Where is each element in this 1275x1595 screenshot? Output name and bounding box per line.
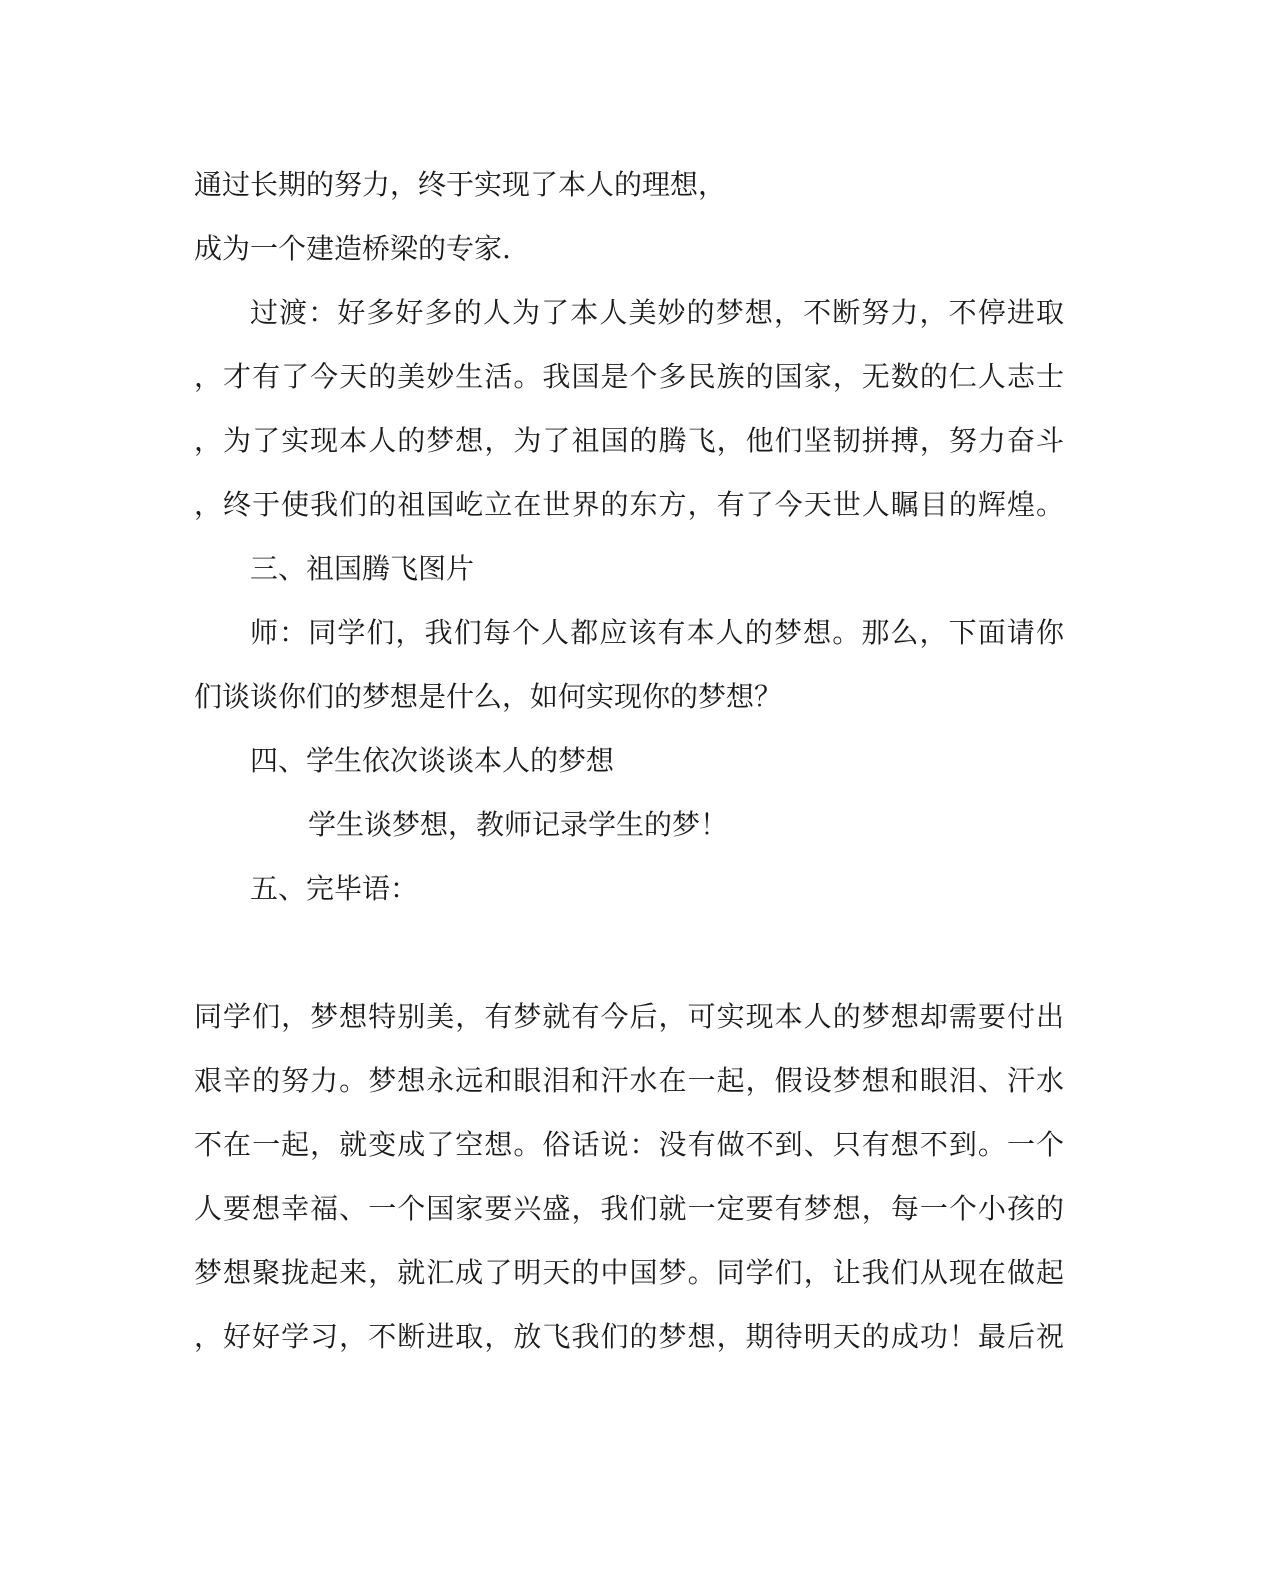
closing-paragraph-line: 梦想聚拢起来，就汇成了明天的中国梦。同学们，让我们从现在做起 — [194, 1256, 1064, 1289]
teacher-paragraph-line: 们谈谈你们的梦想是什么，如何实现你的梦想？ — [194, 680, 783, 713]
closing-paragraph-line: 不在一起，就变成了空想。俗话说：没有做不到、只有想不到。一个 — [194, 1128, 1064, 1161]
transition-paragraph-line: ，为了实现本人的梦想，为了祖国的腾飞，他们坚韧拼搏，努力奋斗 — [194, 424, 1064, 457]
teacher-paragraph-line: 师：同学们，我们每个人都应该有本人的梦想。那么，下面请你 — [250, 616, 1064, 649]
closing-paragraph-line: 同学们，梦想特别美，有梦就有今后，可实现本人的梦想却需要付出 — [194, 1000, 1064, 1033]
closing-paragraph-line: ，好好学习，不断进取，放飞我们的梦想，期待明天的成功！最后祝 — [194, 1320, 1064, 1353]
transition-paragraph-line: ，才有了今天的美妙生活。我国是个多民族的国家，无数的仁人志士 — [194, 360, 1064, 393]
closing-paragraph-line: 艰辛的努力。梦想永远和眼泪和汗水在一起，假设梦想和眼泪、汗水 — [194, 1064, 1064, 1097]
section-heading-3: 三、祖国腾飞图片 — [250, 552, 475, 585]
text-line: 通过长期的努力，终于实现了本人的理想， — [194, 168, 727, 201]
transition-paragraph-line: 过渡：好多好多的人为了本人美妙的梦想，不断努力，不停进取 — [250, 296, 1064, 329]
section-heading-5: 五、完毕语： — [250, 872, 419, 905]
student-activity-line: 学生谈梦想，教师记录学生的梦！ — [308, 808, 729, 841]
transition-paragraph-line: ，终于使我们的祖国屹立在世界的东方，有了今天世人瞩目的辉煌。 — [194, 488, 1064, 521]
closing-paragraph-line: 人要想幸福、一个国家要兴盛，我们就一定要有梦想，每一个小孩的 — [194, 1192, 1064, 1225]
section-heading-4: 四、学生依次谈谈本人的梦想 — [250, 744, 615, 777]
text-line: 成为一个建造桥梁的专家. — [194, 232, 511, 265]
